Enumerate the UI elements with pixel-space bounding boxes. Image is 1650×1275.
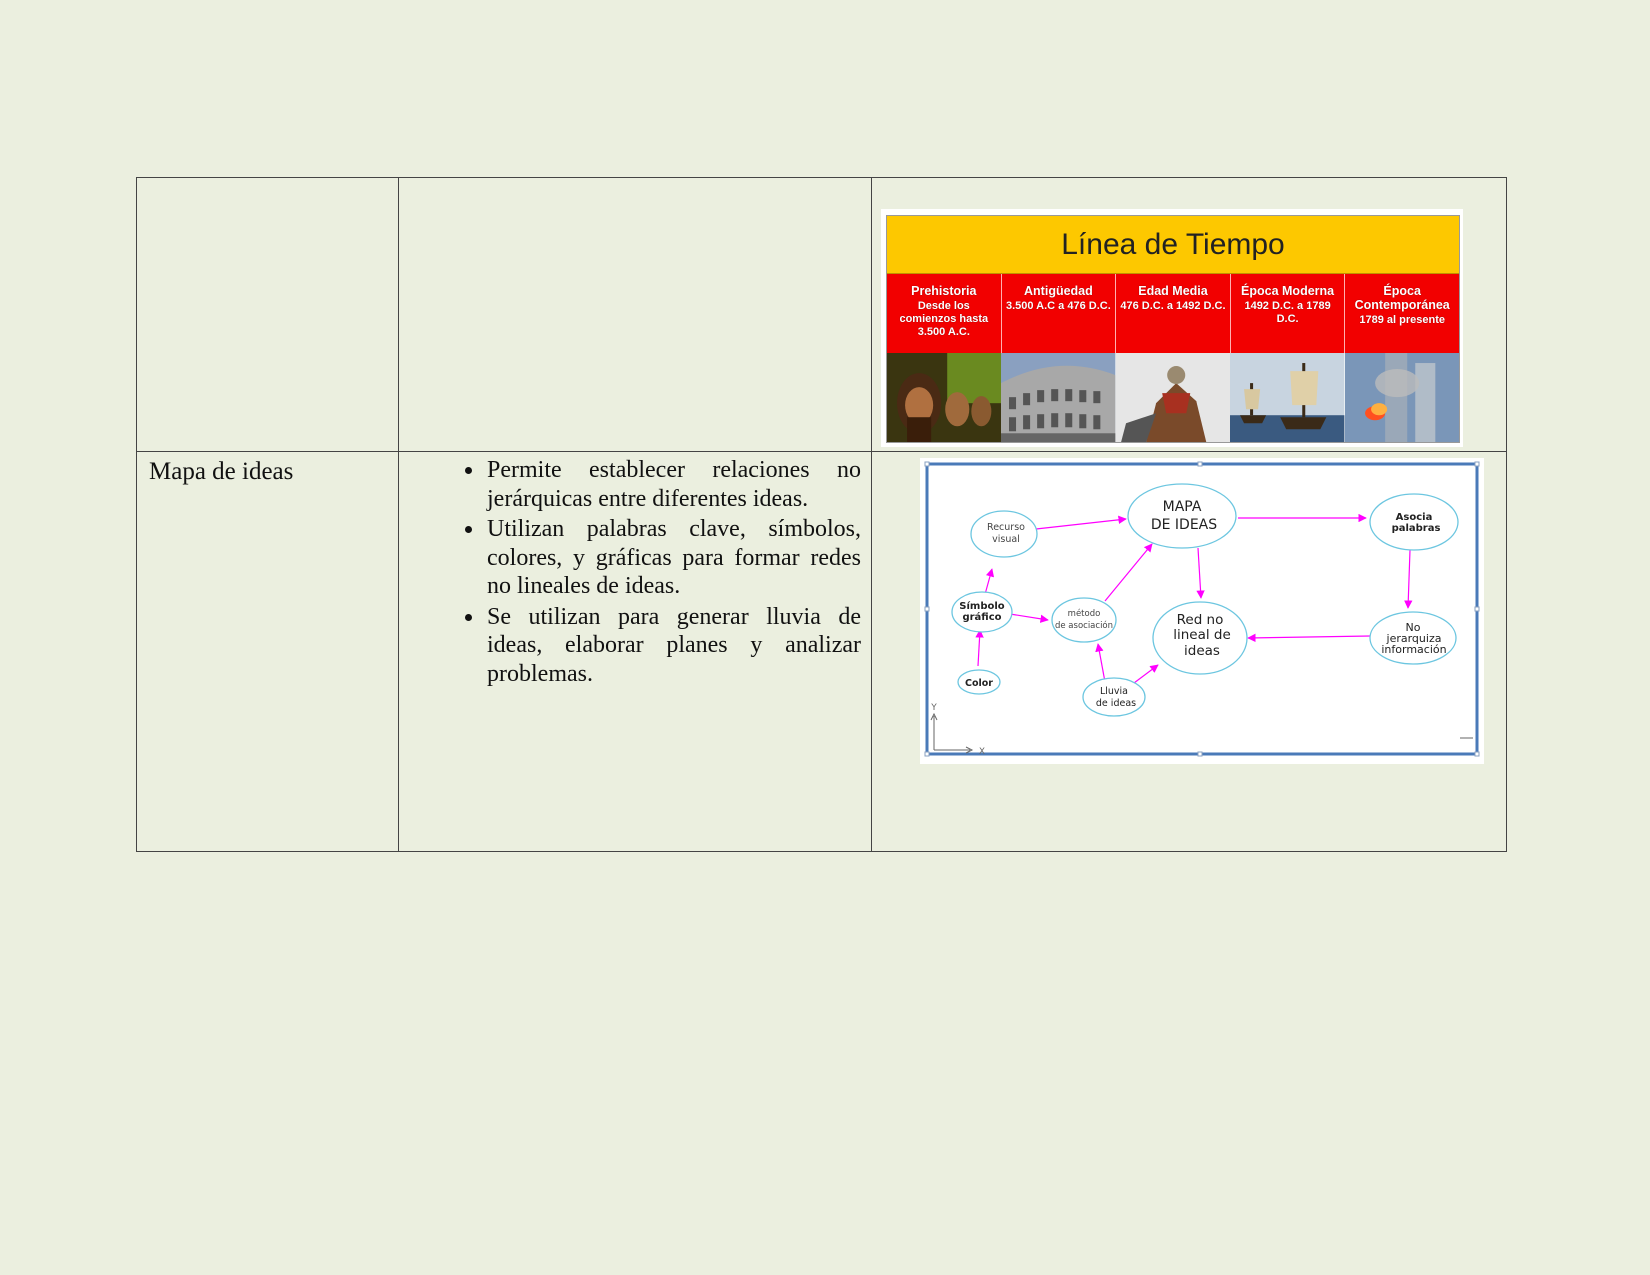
node-mapa-de-ideas	[1128, 484, 1236, 548]
node-label: Lluvia	[1099, 686, 1129, 697]
node-label: gráfico	[962, 612, 1002, 623]
node-metodo-de-asociacion	[1052, 598, 1116, 642]
term-cell	[137, 178, 399, 452]
colosseum-photo	[1001, 353, 1115, 442]
node-label: ideas	[1184, 643, 1220, 659]
node-label: jerarquiza	[1386, 632, 1442, 645]
caravel-ships-photo	[1230, 353, 1344, 442]
prehistoric-men-photo	[887, 353, 1001, 442]
description-list	[399, 452, 871, 688]
node-label: método	[1067, 609, 1101, 619]
table-row	[137, 178, 1507, 452]
description-cell	[399, 178, 872, 452]
node-label: visual	[992, 534, 1020, 545]
node-lluvia-de-ideas	[1083, 678, 1145, 716]
medieval-knight-photo	[1116, 353, 1230, 442]
timeline-title: Línea de Tiempo	[887, 216, 1459, 274]
list-item: • Utilizan palabras clave, símbolos, colores, y gráficas para formar redes no lineales de ideas.	[485, 515, 861, 601]
node-label: información	[1381, 643, 1447, 656]
node-label: Recurso	[987, 522, 1025, 533]
node-label: MAPA	[1162, 499, 1202, 515]
node-label: de ideas	[1095, 698, 1137, 709]
axis-y-label: Y	[931, 703, 937, 713]
node-label: Símbolo	[959, 601, 1005, 612]
node-label: palabras	[1391, 523, 1441, 534]
idea-map-image	[920, 458, 1484, 764]
timeline-periods	[887, 274, 1459, 352]
description-cell	[399, 452, 872, 852]
list-item: • Se utilizan para generar lluvia de ideas, elaborar planes y analizar problemas.	[485, 603, 861, 689]
axis-x-label: X	[978, 747, 986, 757]
node-label: No	[1405, 621, 1421, 634]
table-row	[137, 452, 1507, 852]
period-antiguedad: Antigüedad 3.500 A.C a 476 D.C.	[1002, 274, 1117, 352]
node-label: Asocia	[1395, 512, 1433, 523]
node-label: lineal de	[1173, 627, 1231, 643]
figure-cell	[872, 452, 1507, 852]
figure-cell	[872, 178, 1507, 452]
period-prehistoria: Prehistoria Desde los comienzos hasta 3.500 A.C.	[887, 274, 1002, 352]
node-label: Color	[965, 678, 993, 689]
node-label: de asociación	[1054, 621, 1114, 631]
timeline-image	[881, 209, 1463, 447]
list-item: • Permite establecer relaciones no jerárquicas entre diferentes ideas.	[485, 456, 861, 513]
node-label: Red no	[1176, 612, 1224, 628]
node-label: DE IDEAS	[1150, 517, 1218, 533]
period-edad-media: Edad Media 476 D.C. a 1492 D.C.	[1116, 274, 1231, 352]
period-epoca-moderna: Época Moderna 1492 D.C. a 1789 D.C.	[1231, 274, 1346, 352]
term-cell: Mapa de ideas	[137, 452, 399, 852]
content-table	[136, 177, 1507, 852]
period-epoca-contemporanea: Época Contemporánea 1789 al presente	[1345, 274, 1459, 352]
twin-towers-photo	[1345, 353, 1459, 442]
timeline-photos	[887, 353, 1459, 442]
